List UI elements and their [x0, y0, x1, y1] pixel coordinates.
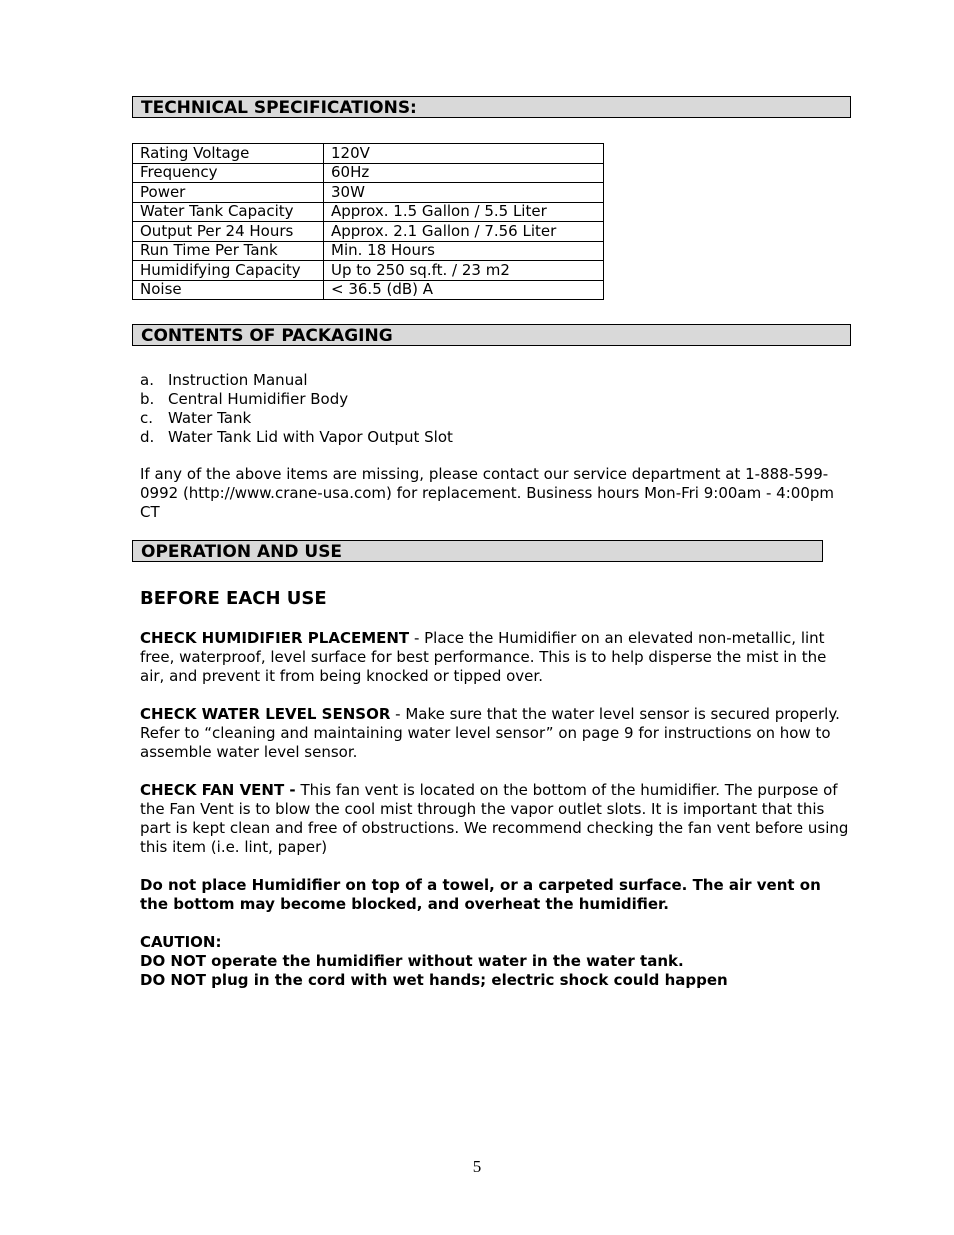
placement-label: CHECK HUMIDIFIER PLACEMENT	[140, 629, 410, 647]
list-item	[140, 371, 453, 390]
spec-value: 30W	[324, 183, 604, 203]
table-row	[133, 163, 604, 183]
sensor-text: - Make sure that the water level sensor is secured properly. Refer to “cleaning and maintaining water level sensor” on page 9 for instructions on how to assemble water level sensor.	[140, 705, 840, 761]
caution-block	[140, 933, 850, 990]
contents-list	[140, 371, 453, 447]
spec-label: Noise	[133, 280, 324, 300]
table-row	[133, 241, 604, 261]
spec-value: Min. 18 Hours	[324, 241, 604, 261]
list-item	[140, 428, 453, 447]
caution-line-2: DO NOT plug in the cord with wet hands; electric shock could happen	[140, 971, 728, 989]
contents-heading: CONTENTS OF PACKAGING	[132, 324, 851, 346]
caution-line-1: DO NOT operate the humidifier without water in the water tank.	[140, 952, 684, 970]
placement-warning: Do not place Humidifier on top of a towel, or a carpeted surface. The air vent on the bottom may become blocked, and overheat the humidifier.	[140, 876, 821, 913]
sensor-label: CHECK WATER LEVEL SENSOR	[140, 705, 391, 723]
list-item	[140, 390, 453, 409]
spec-label: Run Time Per Tank	[133, 241, 324, 261]
spec-value: < 36.5 (dB) A	[324, 280, 604, 300]
spec-value: Approx. 2.1 Gallon / 7.56 Liter	[324, 222, 604, 242]
spec-label: Humidifying Capacity	[133, 261, 324, 281]
list-marker: b.	[140, 390, 155, 408]
list-marker: c.	[140, 409, 154, 427]
caution-label: CAUTION:	[140, 933, 222, 951]
operation-heading: OPERATION AND USE	[132, 540, 823, 562]
table-row	[133, 280, 604, 300]
list-marker: d.	[140, 428, 155, 446]
spec-value: Approx. 1.5 Gallon / 5.5 Liter	[324, 202, 604, 222]
tech-specs-heading: TECHNICAL SPECIFICATIONS:	[132, 96, 851, 118]
table-row	[133, 144, 604, 164]
spec-label: Frequency	[133, 163, 324, 183]
spec-label: Output Per 24 Hours	[133, 222, 324, 242]
spec-value: 60Hz	[324, 163, 604, 183]
list-text: Water Tank Lid with Vapor Output Slot	[168, 428, 453, 446]
table-row	[133, 222, 604, 242]
spec-label: Power	[133, 183, 324, 203]
fan-vent-text: This fan vent is located on the bottom of the humidifier. The purpose of the Fan Vent is to blow the cool mist through the vapor outlet slots. It is important that this part is kept clean and free of obstructions. We recommend checking the fan vent before using this item (i.e. lint, paper)	[140, 781, 849, 856]
spec-label: Water Tank Capacity	[133, 202, 324, 222]
page-number: 5	[472, 1157, 482, 1176]
spec-value: Up to 250 sq.ft. / 23 m2	[324, 261, 604, 281]
list-text: Water Tank	[168, 409, 252, 427]
table-row	[133, 261, 604, 281]
before-use-heading: BEFORE EACH USE	[140, 588, 327, 609]
list-text: Central Humidifier Body	[168, 390, 349, 408]
list-item	[140, 409, 453, 428]
spec-table	[132, 143, 604, 300]
table-row	[133, 202, 604, 222]
placement-text: - Place the Humidifier on an elevated non-metallic, lint free, waterproof, level surface for best performance. This is to help disperse the mist in the air, and prevent it from being knocked or tipped over.	[140, 629, 827, 685]
sensor-paragraph	[140, 705, 850, 762]
list-marker: a.	[140, 371, 154, 389]
fan-vent-paragraph	[140, 781, 850, 857]
missing-items-note: If any of the above items are missing, please contact our service department at 1-888-599-0992 (http://www.crane-usa.com) for replacement. Business hours Mon-Fri 9:00am - 4:00pm CT	[140, 465, 834, 521]
fan-vent-label: CHECK FAN VENT -	[140, 781, 296, 799]
spec-label: Rating Voltage	[133, 144, 324, 164]
spec-value: 120V	[324, 144, 604, 164]
table-row	[133, 183, 604, 203]
placement-paragraph	[140, 629, 850, 686]
list-text: Instruction Manual	[168, 371, 308, 389]
